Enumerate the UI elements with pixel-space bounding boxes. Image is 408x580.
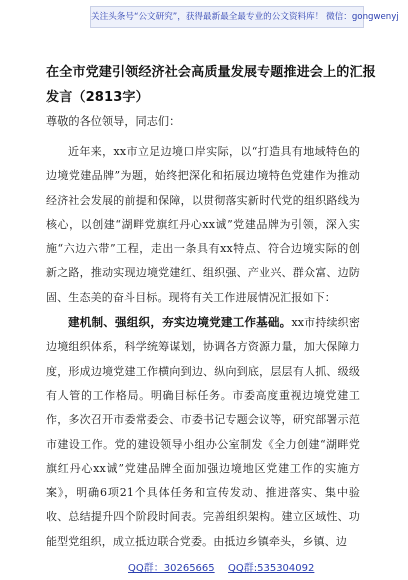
qq-group-link-2[interactable]: QQ群:535304092 (228, 563, 315, 574)
header-banner: 关注头条号“公文研究”，获得最新最全最专业的公文资料库！ 微信：gongwenyj (90, 6, 364, 28)
document-title: 在全市党建引领经济社会高质量发展专题推进会上的汇报发言（2813字） (46, 65, 376, 105)
footer (0, 560, 408, 578)
paragraph-intro: 近年来，xx市立足边境口岸实际，以“打造具有地域特色的边境党建品牌”为题，始终把深化和拓展边境特色党建作为推动经济社会发展的前提和保障，以贯彻落实新时代党的组织路线为核心，以创建“湖畔党旗红丹心xx诚”党建品牌为引领，深入实施“六边六带”工程，走出一条具有xx特点、符合边境实际的创新之路，推动实现边境党建红、组织强、产业兴、群众富、边防固、生态美的奋斗目标。现将有关工作进展情况汇报如下： (46, 145, 360, 304)
salutation: 尊敬的各位领导，同志们： (46, 115, 181, 128)
section-1-text: xx市持续织密边境组织体系，科学统筹谋划，协调各方资源力量，加大保障力度，形成边境党建工作横向到边、纵向到底，层层有人抓、级级有人管的工作格局。明确目标任务。市委高度重视边境党建工作，多次召开市委常委会、市委书记专题会议等，研究部署示范市建设工作。党的建设领导小组办公室制发《全力创建“湖畔党旗红丹心xx诚”党建品牌全面加强边境地区党建工作的实施方案》，明确6项21个具体任务和宣传发动、推进落实、集中验收、总结提升四个阶段时间表。完善组织架构。建立区域性、功能型党组织，成立抵边联合党委。由抵边乡镇牵头，乡镇、边 (46, 316, 360, 548)
section-1-heading: 建机制、强组织，夯实边境党建工作基础。 (68, 315, 292, 330)
paragraph-section-1 (46, 310, 360, 554)
qq-group-link-1[interactable]: QQ群：30265665 (128, 563, 215, 574)
document-body (46, 140, 360, 554)
